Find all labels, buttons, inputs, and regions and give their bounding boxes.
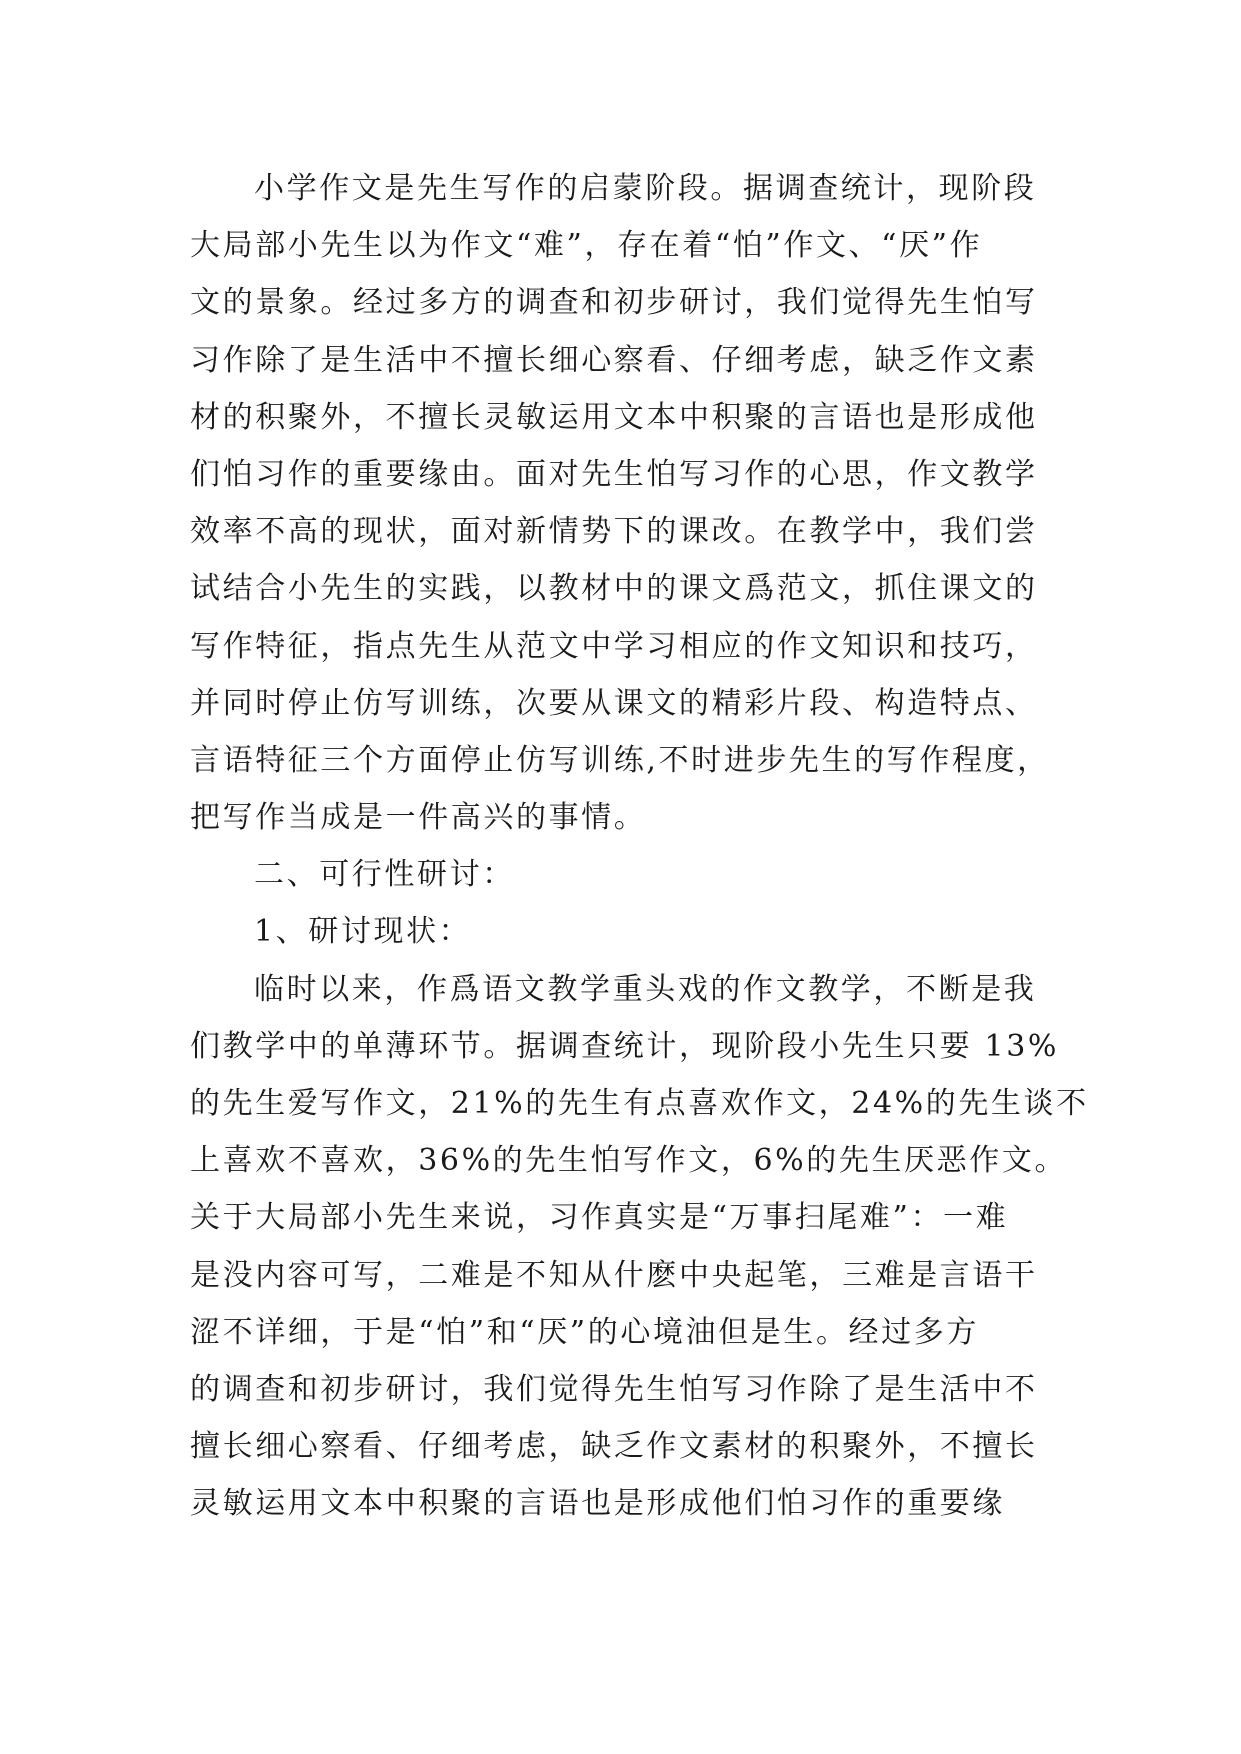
- text-line: 是没内容可写，二难是不知从什麽中央起笔，三难是言语干: [190, 1257, 1038, 1293]
- text-line: 灵敏运用文本中积聚的言语也是形成他们怕习作的重要缘: [190, 1486, 1005, 1522]
- text-line: 材的积聚外，不擅长灵敏运用文本中积聚的言语也是形成他: [190, 399, 1038, 435]
- text-line: 并同时停止仿写训练，次要从课文的精彩片段、构造特点、: [190, 685, 1038, 721]
- text-line: 效率不高的现状，面对新情势下的课改。在教学中，我们尝: [190, 514, 1038, 550]
- text-line: 小学作文是先生写作的启蒙阶段。据调查统计，现阶段: [254, 171, 1037, 206]
- body-text: [190, 160, 1089, 1533]
- text-line: 言语特征三个方面停止仿写训练,不时进步先生的写作程度，: [190, 742, 1050, 778]
- text-line: 习作除了是生活中不擅长细心察看、仔细考虑，缺乏作文素: [190, 342, 1038, 378]
- text-line: 关于大局部小先生来说，习作真实是“万事扫尾难”：一难: [190, 1200, 1009, 1236]
- text-line: 大局部小先生以为作文“难”，存在着“怕”作文、“厌”作: [190, 228, 983, 264]
- text-line: 把写作当成是一件高兴的事情。: [190, 800, 647, 836]
- text-line: 的先生爱写作文，21%的先生有点喜欢作文，24%的先生谈不: [190, 1086, 1089, 1121]
- text-line: 们教学中的单薄环节。据调查统计，现阶段小先生只要 13%: [190, 1028, 1060, 1064]
- text-line: 擅长细心察看、仔细考虑，缺乏作文素材的积聚外，不擅长: [190, 1429, 1038, 1465]
- text-line: 涩不详细，于是“怕”和“厌”的心境油但是生。经过多方: [190, 1314, 979, 1350]
- subsection-heading: 1、研讨现状：: [254, 914, 472, 950]
- section-heading: 二、可行性研讨：: [254, 857, 515, 893]
- text-line: 临时以来，作爲语文教学重头戏的作文教学，不断是我: [254, 971, 1037, 1007]
- text-line: 上喜欢不喜欢，36%的先生怕写作文，6%的先生厌恶作文。: [190, 1143, 1068, 1179]
- text-line: 们怕习作的重要缘由。面对先生怕写习作的心思，作文教学: [190, 456, 1038, 492]
- text-line: 写作特征，指点先生从范文中学习相应的作文知识和技巧，: [190, 628, 1038, 664]
- text-line: 的调查和初步研讨，我们觉得先生怕写习作除了是生活中不: [190, 1371, 1038, 1407]
- text-line: 试结合小先生的实践，以教材中的课文爲范文，抓住课文的: [190, 571, 1038, 607]
- text-line: 文的景象。经过多方的调查和初步研讨，我们觉得先生怕写: [190, 285, 1038, 321]
